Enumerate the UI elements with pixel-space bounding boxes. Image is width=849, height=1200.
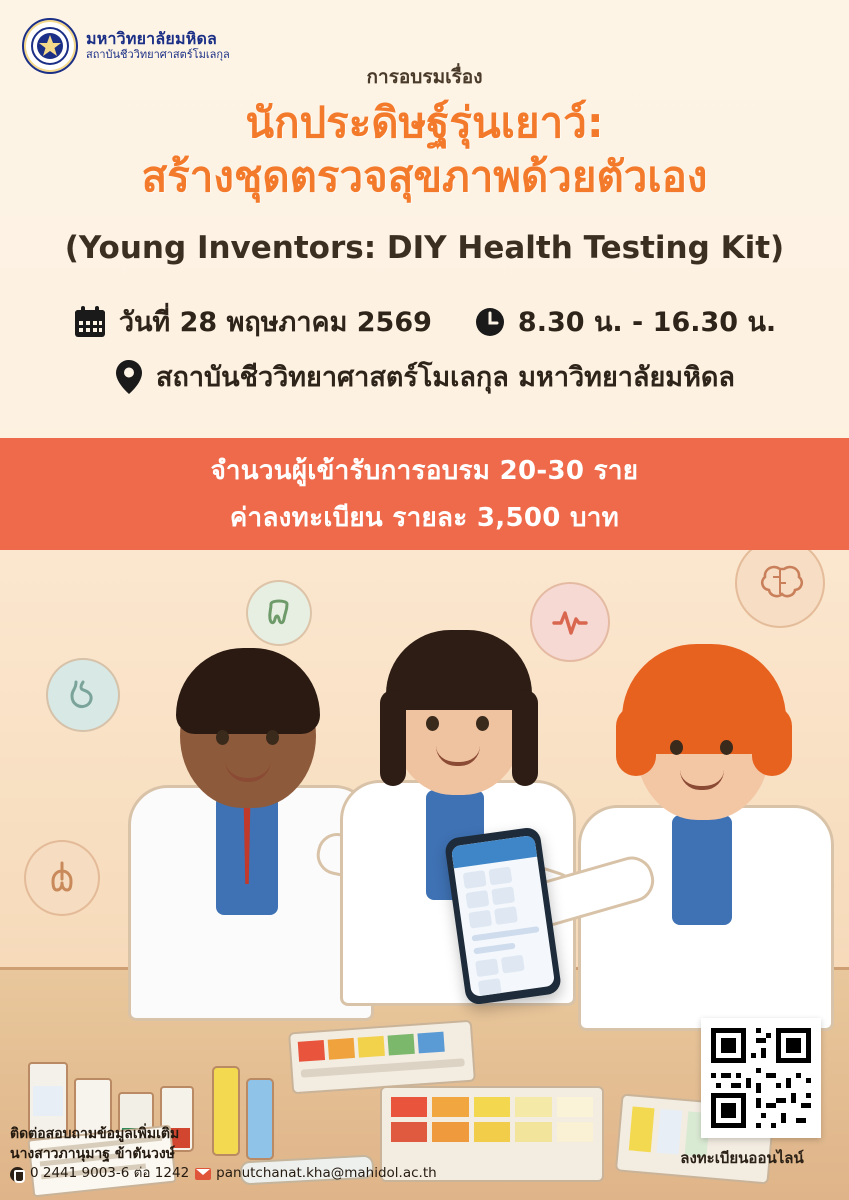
page-title — [0, 96, 849, 204]
illustration — [0, 550, 849, 1200]
title-line-1: นักประดิษฐ์รุ่นเยาว์: — [245, 98, 604, 147]
org-unit: สถาบันชีววิทยาศาสตร์โมเลกุล — [86, 47, 230, 61]
lungs-icon — [24, 840, 100, 916]
event-venue: สถาบันชีววิทยาศาสตร์โมเลกุล มหาวิทยาลัยมหิดล — [156, 362, 735, 393]
highlight-band — [0, 438, 849, 550]
contact-footer — [10, 1124, 437, 1184]
contact-email[interactable]: panutchanat.kha@mahidol.ac.th — [216, 1165, 437, 1182]
location-pin-icon — [114, 359, 144, 395]
title-english: (Young Inventors: DIY Health Testing Kit) — [64, 230, 785, 266]
fee-text: ค่าลงทะเบียน รายละ 3,500 บาท — [229, 503, 620, 533]
stomach-icon — [46, 658, 120, 732]
kicker-text: การอบรมเรื่อง — [366, 66, 483, 88]
contact-label: ติดต่อสอบถามข้อมูลเพิ่มเติม — [10, 1125, 180, 1142]
calendar-icon — [73, 305, 107, 339]
org-name: มหาวิทยาลัยมหิดล — [86, 29, 218, 49]
date-time-row — [0, 300, 849, 343]
email-icon — [195, 1168, 211, 1180]
clock-icon — [474, 306, 506, 338]
capacity-text: จำนวนผู้เข้ารับการอบรม 20-30 ราย — [210, 456, 639, 486]
title-line-2: สร้างชุดตรวจสุขภาพด้วยตัวเอง — [141, 151, 708, 201]
qr-code-icon[interactable] — [701, 1018, 821, 1138]
event-date: วันที่ 28 พฤษภาคม 2569 — [118, 307, 432, 338]
contact-person: นางสาวภานุมาฐ ข้าตันวงษ์ — [10, 1146, 175, 1163]
event-time: 8.30 น. - 16.30 น. — [517, 307, 777, 338]
venue-row — [0, 355, 849, 398]
contact-phone: 0 2441 9003-6 ต่อ 1242 — [30, 1165, 190, 1182]
qr-caption: ลงทะเบียนออนไลน์ — [680, 1149, 804, 1167]
phone-icon — [10, 1167, 25, 1182]
child-right — [560, 610, 840, 1000]
test-strip-card — [288, 1020, 476, 1095]
event-info — [0, 300, 849, 410]
